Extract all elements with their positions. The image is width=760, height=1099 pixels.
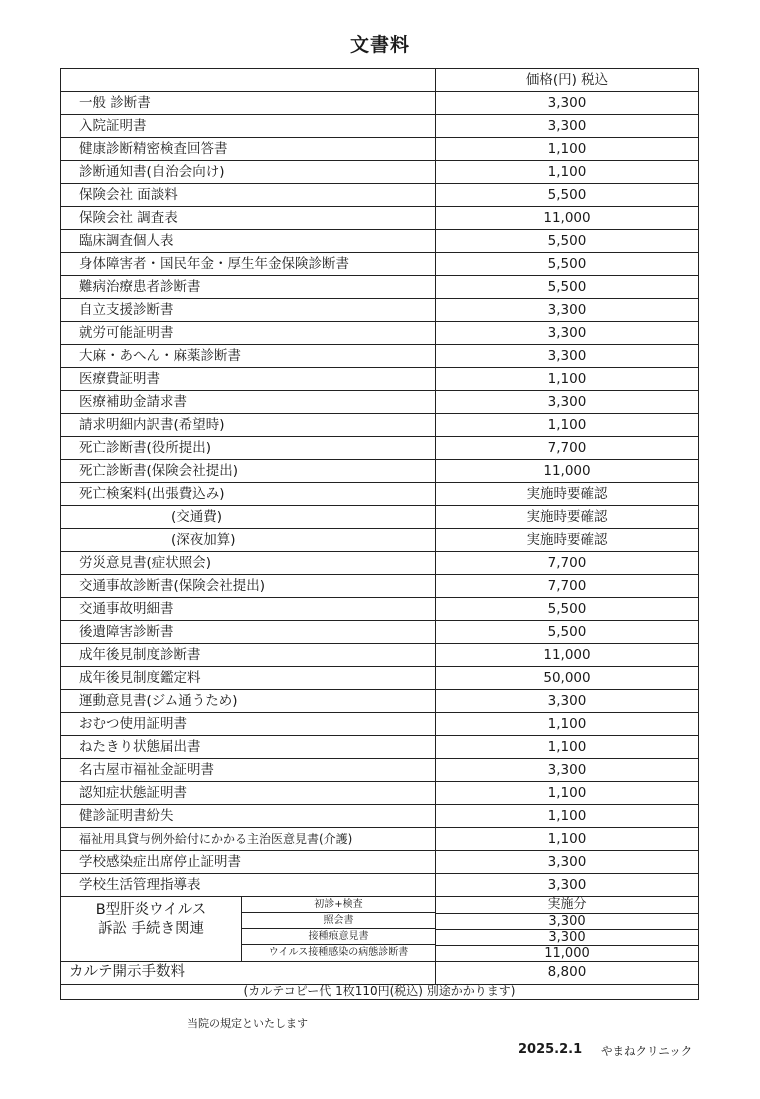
item-price: 5,500	[436, 276, 699, 299]
hepatitis-b-row	[61, 913, 699, 929]
hepatitis-b-cell	[61, 945, 436, 961]
item-name: 難病治療患者診断書	[61, 276, 436, 299]
table-row	[61, 460, 699, 483]
item-price: 7,700	[436, 552, 699, 575]
item-price: 1,100	[436, 161, 699, 184]
table-row	[61, 828, 699, 851]
item-name: 就労可能証明書	[61, 322, 436, 345]
table-row	[61, 138, 699, 161]
item-price: 3,300	[436, 690, 699, 713]
clinic-name: やまねクリニック	[601, 1044, 693, 1058]
item-price: 5,500	[436, 253, 699, 276]
item-name: 大麻・あへん・麻薬診断書	[61, 345, 436, 368]
hepatitis-b-price: 3,300	[436, 929, 699, 945]
table-row	[61, 345, 699, 368]
table-row	[61, 230, 699, 253]
table-row	[61, 713, 699, 736]
item-name: 入院証明書	[61, 115, 436, 138]
item-price: 5,500	[436, 230, 699, 253]
footer-note: 当院の規定といたします	[187, 1017, 308, 1030]
hepatitis-b-label: B型肝炎ウイルス訴訟 手続き関連	[95, 902, 207, 937]
item-name: 学校生活管理指導表	[61, 874, 436, 897]
table-row	[61, 299, 699, 322]
item-name: 成年後見制度診断書	[61, 644, 436, 667]
hepatitis-b-price: 11,000	[436, 945, 699, 961]
item-price: 3,300	[436, 391, 699, 414]
item-price: 11,000	[436, 460, 699, 483]
copy-note-row	[61, 984, 699, 999]
table-row	[61, 644, 699, 667]
chart-fee-row	[61, 961, 699, 984]
table-row	[61, 575, 699, 598]
item-price: 1,100	[436, 828, 699, 851]
table-row	[61, 368, 699, 391]
table-row	[61, 207, 699, 230]
table-row	[61, 782, 699, 805]
chart-fee-name: カルテ開示手数料	[61, 961, 436, 984]
hepatitis-b-row	[61, 945, 699, 961]
table-row	[61, 483, 699, 506]
item-name: 臨床調査個人表	[61, 230, 436, 253]
table-row	[61, 851, 699, 874]
item-name: 福祉用具貸与例外給付にかかる主治医意見書(介護)	[61, 828, 436, 851]
item-name: 交通事故明細書	[61, 598, 436, 621]
table-header-row	[61, 69, 699, 92]
item-name: 交通事故診断書(保険会社提出)	[61, 575, 436, 598]
item-name: 名古屋市福祉金証明書	[61, 759, 436, 782]
item-name: 医療補助金請求書	[61, 391, 436, 414]
item-price: 1,100	[436, 414, 699, 437]
table-row	[61, 322, 699, 345]
hepatitis-b-price: 3,300	[436, 913, 699, 929]
item-price: 3,300	[436, 92, 699, 115]
item-price: 3,300	[436, 874, 699, 897]
item-name: 労災意見書(症状照会)	[61, 552, 436, 575]
table-row	[61, 414, 699, 437]
item-price: 3,300	[436, 759, 699, 782]
item-price: 1,100	[436, 368, 699, 391]
item-name: 自立支援診断書	[61, 299, 436, 322]
item-price: 3,300	[436, 851, 699, 874]
table-row	[61, 667, 699, 690]
table-row	[61, 621, 699, 644]
item-price: 1,100	[436, 782, 699, 805]
item-name: 一般 診断書	[61, 92, 436, 115]
table-row	[61, 391, 699, 414]
item-name: 健康診断精密検査回答書	[61, 138, 436, 161]
table-row	[61, 276, 699, 299]
item-name: 請求明細内訳書(希望時)	[61, 414, 436, 437]
hepatitis-b-subitem: 接種痕意見書	[241, 929, 435, 945]
table-row	[61, 437, 699, 460]
table-row	[61, 115, 699, 138]
item-name: 認知症状態証明書	[61, 782, 436, 805]
item-price: 1,100	[436, 805, 699, 828]
item-price: 5,500	[436, 184, 699, 207]
item-name: 死亡診断書(保険会社提出)	[61, 460, 436, 483]
item-name: (深夜加算)	[61, 529, 436, 552]
chart-fee-price: 8,800	[436, 961, 699, 984]
page-title: 文書料	[349, 34, 410, 56]
item-price: 3,300	[436, 115, 699, 138]
item-price: 11,000	[436, 644, 699, 667]
item-name: 保険会社 調査表	[61, 207, 436, 230]
item-price: 1,100	[436, 138, 699, 161]
item-name: 運動意見書(ジム通うため)	[61, 690, 436, 713]
item-price: 50,000	[436, 667, 699, 690]
table-row	[61, 253, 699, 276]
item-price: 3,300	[436, 299, 699, 322]
item-price: 実施時要確認	[436, 483, 699, 506]
table-row	[61, 759, 699, 782]
table-row	[61, 529, 699, 552]
item-price: 3,300	[436, 322, 699, 345]
item-price: 7,700	[436, 437, 699, 460]
table-row	[61, 690, 699, 713]
table-row	[61, 161, 699, 184]
item-name: 死亡診断書(役所提出)	[61, 437, 436, 460]
hepatitis-b-label	[61, 945, 241, 961]
item-name: 死亡検案料(出張費込み)	[61, 483, 436, 506]
table-row	[61, 874, 699, 897]
item-name: 医療費証明書	[61, 368, 436, 391]
date: 2025.2.1	[518, 1042, 583, 1057]
item-name: 診断通知書(自治会向け)	[61, 161, 436, 184]
item-name: 後遺障害診断書	[61, 621, 436, 644]
header-price: 価格(円) 税込	[436, 69, 699, 92]
table-row	[61, 184, 699, 207]
item-name: おむつ使用証明書	[61, 713, 436, 736]
item-name: ねたきり状態届出書	[61, 736, 436, 759]
item-price: 3,300	[436, 345, 699, 368]
hepatitis-b-price: 実施分	[436, 897, 699, 914]
table-row	[61, 736, 699, 759]
fee-table	[60, 68, 699, 1000]
table-row	[61, 598, 699, 621]
hepatitis-b-subitem: 初診+検査	[241, 897, 435, 913]
table-row	[61, 506, 699, 529]
item-price: 5,500	[436, 598, 699, 621]
item-price: 11,000	[436, 207, 699, 230]
item-price: 1,100	[436, 713, 699, 736]
item-name: 健診証明書紛失	[61, 805, 436, 828]
item-price: 実施時要確認	[436, 506, 699, 529]
hepatitis-b-subitem: ウイルス接種感染の病態診断書	[241, 945, 435, 961]
item-name: 身体障害者・国民年金・厚生年金保険診断書	[61, 253, 436, 276]
table-row	[61, 552, 699, 575]
item-name: 保険会社 面談料	[61, 184, 436, 207]
table-row	[61, 805, 699, 828]
header-blank	[61, 69, 436, 92]
table-row	[61, 92, 699, 115]
item-price: 1,100	[436, 736, 699, 759]
item-price: 5,500	[436, 621, 699, 644]
hepatitis-b-subitem: 照会書	[241, 913, 435, 929]
copy-note: (カルテコピー代 1枚110円(税込) 別途かかります)	[61, 984, 699, 999]
item-name: 成年後見制度鑑定料	[61, 667, 436, 690]
item-price: 7,700	[436, 575, 699, 598]
item-name: (交通費)	[61, 506, 436, 529]
item-price: 実施時要確認	[436, 529, 699, 552]
item-name: 学校感染症出席停止証明書	[61, 851, 436, 874]
